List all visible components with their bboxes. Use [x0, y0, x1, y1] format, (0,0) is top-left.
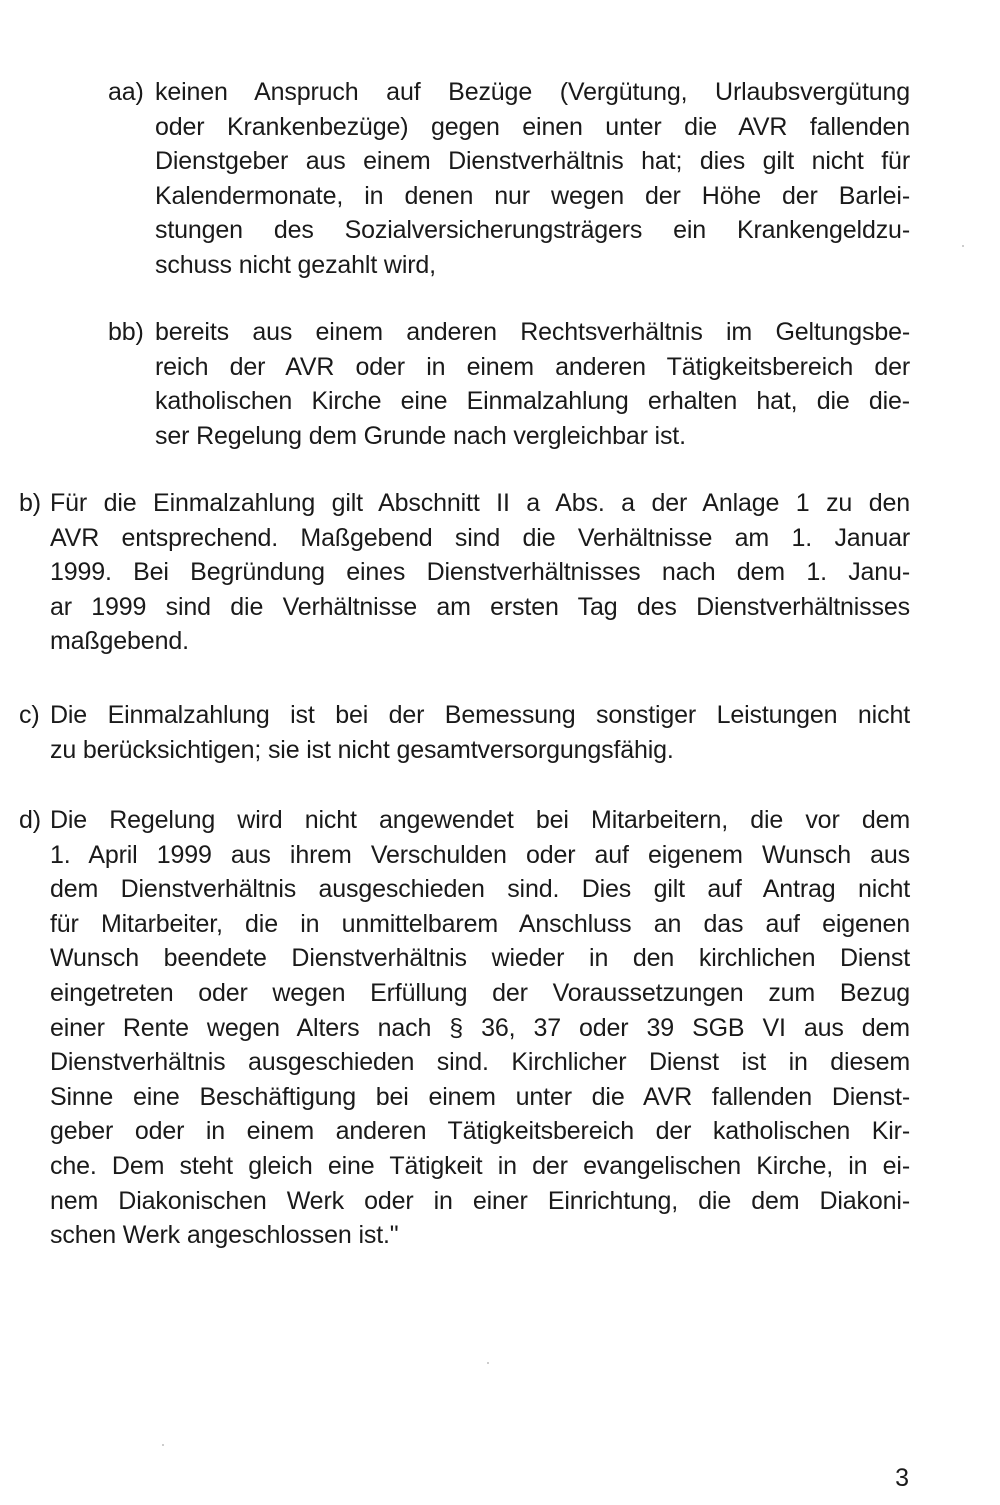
page-number: 3 [895, 1464, 909, 1492]
text-line: Kalendermonate, in denen nur wegen der Höhe der Barlei- [155, 181, 910, 210]
text-line: 1999. Bei Begründung eines Dienstverhältnisses nach dem 1. Janu- [50, 558, 910, 587]
scan-speck [962, 245, 964, 247]
text-line: reich der AVR oder in einem anderen Tätigkeitsbereich der [155, 352, 910, 381]
text-line: oder Krankenbezüge) gegen einen unter die AVR fallenden [155, 112, 910, 141]
text-line: Die Regelung wird nicht angewendet bei Mitarbeitern, die vor dem [50, 806, 910, 834]
text-line: che. Dem steht gleich eine Tätigkeit in der evangelischen Kirche, in ei- [50, 1151, 910, 1180]
list-marker: aa) [108, 78, 144, 106]
text-line: Dienstverhältnis ausgeschieden sind. Kirchlicher Dienst ist in diesem [50, 1048, 910, 1077]
text-line: Dienstgeber aus einem Dienstverhältnis hat; dies gilt nicht für [155, 147, 910, 176]
text-line: stungen des Sozialversicherungsträgers ein Krankengeldzu- [155, 216, 910, 245]
text-line: für Mitarbeiter, die in unmittelbarem Anschluss an das auf eigenen [50, 909, 910, 938]
list-marker: c) [19, 701, 40, 729]
text-line: dem Dienstverhältnis ausgeschieden sind. Dies gilt auf Antrag nicht [50, 875, 910, 904]
text-line: nem Diakonischen Werk oder in einer Einrichtung, die dem Diakoni- [50, 1186, 910, 1215]
text-line: 1. April 1999 aus ihrem Verschulden oder auf eigenem Wunsch aus [50, 840, 910, 869]
text-line: keinen Anspruch auf Bezüge (Vergütung, Urlaubsvergütung [155, 78, 910, 106]
list-item-aa [108, 75, 910, 283]
text-line: bereits aus einem anderen Rechtsverhältnis im Geltungsbe- [155, 318, 910, 346]
text-line: maßgebend. [50, 627, 189, 656]
list-marker: d) [19, 806, 41, 834]
text-line: eingetreten oder wegen Erfüllung der Voraussetzungen zum Bezug [50, 978, 910, 1007]
text-line: ser Regelung dem Grunde nach vergleichbar ist. [155, 421, 686, 450]
text-line: einer Rente wegen Alters nach § 36, 37 oder 39 SGB VI aus dem [50, 1013, 910, 1042]
text-line: ar 1999 sind die Verhältnisse am ersten Tag des Dienstverhältnisses [50, 592, 910, 621]
list-item-c [19, 698, 910, 767]
text-line: zu berücksichtigen; sie ist nicht gesamtversorgungsfähig. [50, 735, 674, 764]
list-item-bb [108, 315, 910, 453]
text-line: schen Werk angeschlossen ist." [50, 1221, 399, 1250]
scan-speck [487, 1362, 489, 1364]
list-marker: bb) [108, 318, 144, 346]
scan-speck [162, 1444, 164, 1446]
text-line: AVR entsprechend. Maßgebend sind die Verhältnisse am 1. Januar [50, 523, 910, 552]
text-line: Sinne eine Beschäftigung bei einem unter die AVR fallenden Dienst- [50, 1082, 910, 1111]
list-marker: b) [19, 489, 41, 517]
text-line: schuss nicht gezahlt wird, [155, 250, 436, 279]
text-line: Für die Einmalzahlung gilt Abschnitt II a Abs. a der Anlage 1 zu den [50, 489, 910, 517]
text-line: Wunsch beendete Dienstverhältnis wieder in den kirchlichen Dienst [50, 944, 910, 973]
text-line: geber oder in einem anderen Tätigkeitsbereich der katholischen Kir- [50, 1117, 910, 1146]
text-line: Die Einmalzahlung ist bei der Bemessung sonstiger Leistungen nicht [50, 701, 910, 729]
list-item-d [19, 803, 910, 1253]
list-item-b [19, 486, 910, 659]
text-line: katholischen Kirche eine Einmalzahlung erhalten hat, die die- [155, 387, 910, 416]
